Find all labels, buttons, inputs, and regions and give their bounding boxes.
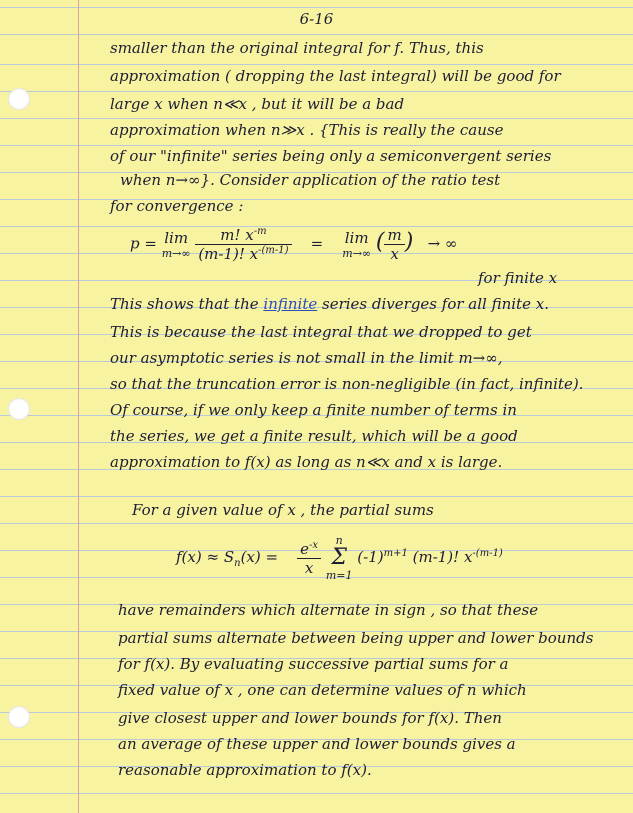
text-line: For a given value of x , the partial sums xyxy=(132,501,434,519)
text-line: This is because the last integral that we dropped to get xyxy=(110,323,532,341)
page-number: 6-16 xyxy=(299,10,334,28)
text-line: for f(x). By evaluating successive partial sums for a xyxy=(118,655,509,673)
ratio-test-equation: p = lim m→∞ $\frac{m! x^{-m}}{(m-1)! x^{-(m-1)}}$ = lim m→∞ ( $\frac{m}{x}$ ) → ∞ xyxy=(130,226,458,263)
summation-symbol: n Σ m=1 xyxy=(325,534,353,582)
ratio-fraction: $\frac{m! x^{-m}}{(m-1)! x^{-(m-1)}}$ xyxy=(195,226,291,263)
text-line: approximation ( dropping the last integral) will be good for xyxy=(110,67,561,85)
text-line: approximation to f(x) as long as n≪x and x is large. xyxy=(110,453,503,471)
text-line: when n→∞}. Consider application of the ratio test xyxy=(120,171,501,189)
text-line: This shows that the infinite series diverges for all finite x. xyxy=(110,295,549,313)
text-line: fixed value of x , one can determine values of n which xyxy=(118,681,527,699)
text-line: have remainders which alternate in sign , so that these xyxy=(118,601,539,619)
limit-operator: lim m→∞ xyxy=(161,229,191,260)
punch-hole xyxy=(8,706,30,728)
text-line: partial sums alternate between being upper and lower bounds xyxy=(118,629,594,647)
text-line: the series, we get a finite result, which will be a good xyxy=(110,427,518,445)
eq-p: p = xyxy=(130,234,157,253)
text-line: Of course, if we only keep a finite number of terms in xyxy=(110,401,517,419)
text-line: so that the truncation error is non-negligible (in fact, infinite). xyxy=(110,375,584,393)
text-line: for convergence : xyxy=(110,197,244,215)
text-line: give closest upper and lower bounds for f(x). Then xyxy=(118,709,502,727)
text-line: approximation when n≫x . {This is really the cause xyxy=(110,121,504,139)
partial-sum-equation: $f(x) \approx S_n(x)$ = $\frac{e^{-x}}{x}$ n Σ m=1 $(-1)^{m+1}$ (m-1)! $x^{-(m-1)}$ xyxy=(176,534,503,582)
punch-hole xyxy=(8,398,30,420)
eq-result: → ∞ xyxy=(427,234,458,253)
text-line: reasonable approximation to f(x). xyxy=(118,761,372,779)
m-over-x-fraction: $\frac{m}{x}$ xyxy=(384,226,404,263)
margin-line xyxy=(78,0,79,813)
text-line: large x when n≪x , but it will be a bad xyxy=(110,95,405,113)
text-line: of our "infinite" series being only a semiconvergent series xyxy=(110,147,552,165)
text-line: our asymptotic series is not small in the limit m→∞, xyxy=(110,349,503,367)
punch-hole xyxy=(8,88,30,110)
inserted-word: infinite xyxy=(263,295,318,313)
exp-over-x-fraction: $\frac{e^{-x}}{x}$ xyxy=(297,540,321,577)
limit-operator: lim m→∞ xyxy=(342,229,372,260)
text-line: smaller than the original integral for f. Thus, this xyxy=(110,39,484,57)
for-finite-note: for finite x xyxy=(478,269,558,287)
text-line: an average of these upper and lower bounds gives a xyxy=(118,735,516,753)
